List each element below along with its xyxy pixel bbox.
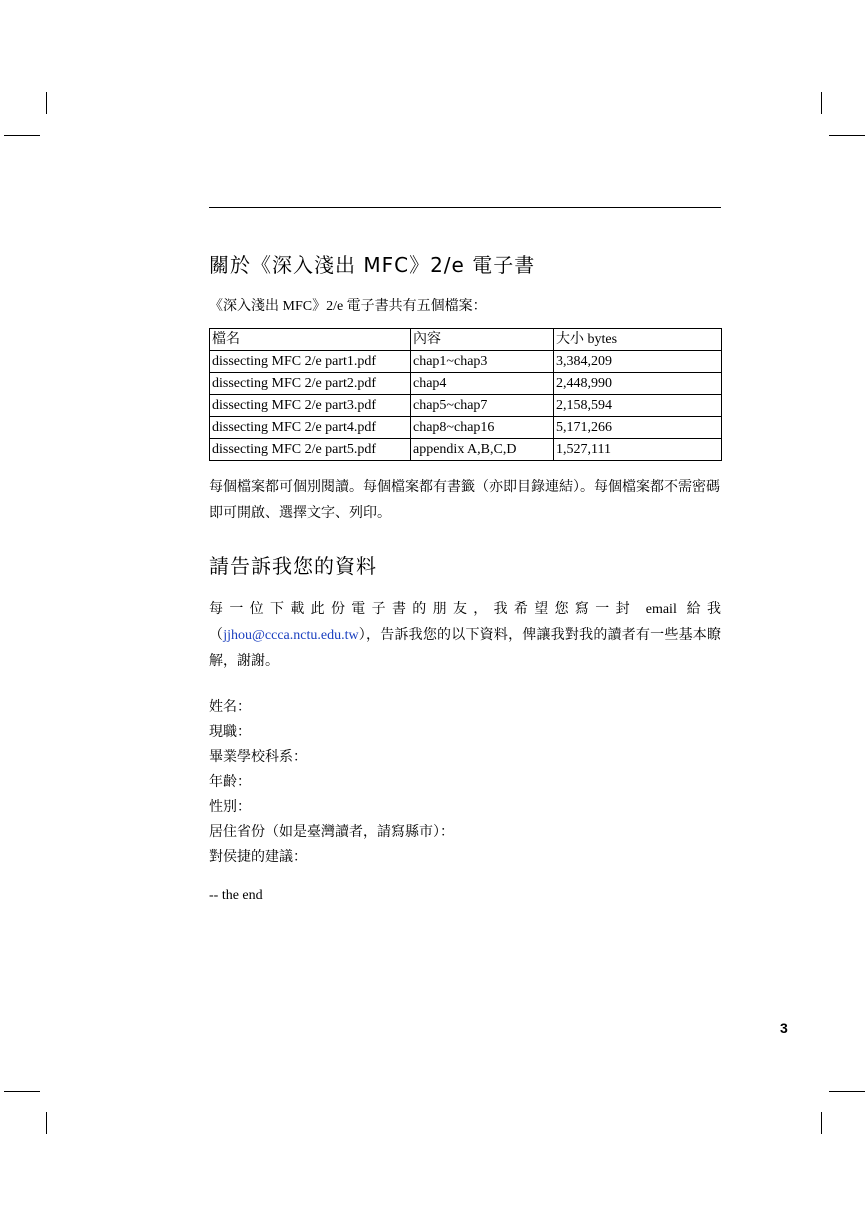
content-cell: appendix A,B,C,D [411,439,554,461]
size-cell: 1,527,111 [554,439,722,461]
field-age: 年齡： [209,775,251,790]
table-row [210,373,722,395]
page-content [209,250,721,904]
description-paragraph: 每個檔案都可個別閱讀。每個檔案都有書籤（亦即目錄連結）。每個檔案都不需密碼即可開啟、選擇文字、列印。 [209,480,720,521]
page-number: 3 [780,1020,788,1036]
file-name-cell: dissecting MFC 2/e part3.pdf [210,395,411,417]
crop-mark [4,135,40,136]
request-text-before: 每一位下載此份電子書的朋友，我希望您寫一封 email 給我（ [209,602,721,643]
request-text-after: ），告訴我您的以下資料，俾讓我對我的讀者有一些基本瞭解，謝謝。 [209,628,722,669]
section-title: 請告訴我您的資料 [209,554,377,578]
column-header: 內容 [411,329,554,351]
file-name-cell: dissecting MFC 2/e part1.pdf [210,351,411,373]
content-cell: chap1~chap3 [411,351,554,373]
size-cell: 2,448,990 [554,373,722,395]
email-link[interactable]: jjhou@ccca.nctu.edu.tw [223,628,359,643]
size-cell: 2,158,594 [554,395,722,417]
field-suggestions: 對侯捷的建議： [209,850,307,865]
field-gender: 性別： [209,800,251,815]
table-row [210,351,722,373]
crop-mark [821,92,822,114]
file-name-cell: dissecting MFC 2/e part5.pdf [210,439,411,461]
table-row [210,439,722,461]
size-cell: 5,171,266 [554,417,722,439]
crop-mark [821,1112,822,1134]
content-cell: chap8~chap16 [411,417,554,439]
table-row [210,395,722,417]
content-cell: chap5~chap7 [411,395,554,417]
column-header: 大小 bytes [554,329,722,351]
content-cell: chap4 [411,373,554,395]
field-occupation: 現職： [209,725,251,740]
crop-mark [46,92,47,114]
files-table [209,328,722,461]
crop-mark [829,1091,865,1092]
request-paragraph [209,597,721,675]
table-header-row [210,329,722,351]
file-name-cell: dissecting MFC 2/e part2.pdf [210,373,411,395]
crop-mark [829,135,865,136]
field-name: 姓名： [209,700,251,715]
file-name-cell: dissecting MFC 2/e part4.pdf [210,417,411,439]
field-school: 畢業學校科系： [209,750,307,765]
crop-mark [4,1091,40,1092]
header-rule [209,207,721,208]
column-header: 檔名 [210,329,411,351]
page-title: 關於《深入淺出 MFC》2/e 電子書 [209,253,536,277]
fields-list [209,695,721,870]
end-text: -- the end [209,888,263,903]
size-cell: 3,384,209 [554,351,722,373]
table-row [210,417,722,439]
crop-mark [46,1112,47,1134]
field-residence: 居住省份（如是臺灣讀者，請寫縣市）： [209,825,454,840]
intro-text: 《深入淺出 MFC》2/e 電子書共有五個檔案： [209,299,487,314]
